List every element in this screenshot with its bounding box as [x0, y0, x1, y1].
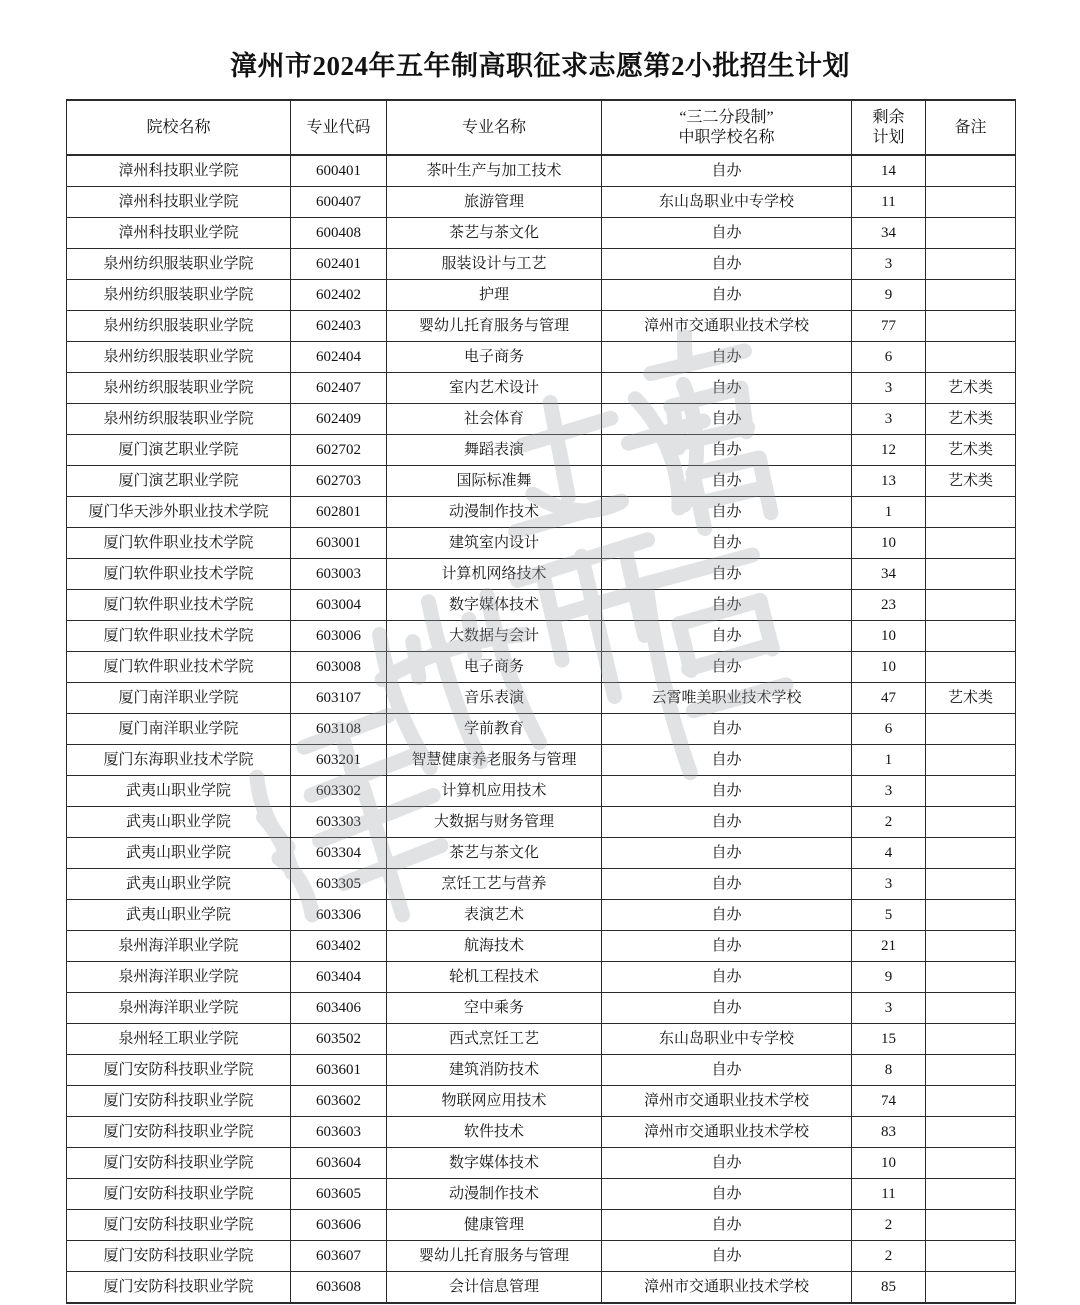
major-name-cell: 计算机网络技术 — [387, 559, 602, 590]
remaining-quota-cell: 2 — [852, 1241, 926, 1272]
partner-school-cell: 东山岛职业中专学校 — [602, 1024, 852, 1055]
partner-school-cell: 自办 — [602, 838, 852, 869]
table-row — [67, 1024, 1016, 1055]
major-code-cell: 603201 — [291, 745, 387, 776]
partner-school-cell: 自办 — [602, 1055, 852, 1086]
major-code-cell: 603008 — [291, 652, 387, 683]
table-row — [67, 466, 1016, 497]
column-header-partner-line1: “三二分段制” — [679, 108, 774, 126]
partner-school-cell: 自办 — [602, 1241, 852, 1272]
note-cell: 艺术类 — [926, 683, 1016, 714]
note-cell — [926, 342, 1016, 373]
note-cell: 艺术类 — [926, 435, 1016, 466]
partner-school-cell: 自办 — [602, 1210, 852, 1241]
school-name-cell: 泉州纺织服装职业学院 — [67, 373, 291, 404]
school-name-cell: 泉州海洋职业学院 — [67, 931, 291, 962]
school-name-cell: 泉州纺织服装职业学院 — [67, 280, 291, 311]
major-code-cell: 602402 — [291, 280, 387, 311]
note-cell — [926, 931, 1016, 962]
remaining-quota-cell: 8 — [852, 1055, 926, 1086]
note-cell — [926, 559, 1016, 590]
table-row — [67, 869, 1016, 900]
major-code-cell: 603604 — [291, 1148, 387, 1179]
note-cell — [926, 869, 1016, 900]
major-name-cell: 大数据与财务管理 — [387, 807, 602, 838]
school-name-cell: 武夷山职业学院 — [67, 776, 291, 807]
table-header — [67, 100, 1016, 155]
major-name-cell: 茶艺与茶文化 — [387, 838, 602, 869]
major-name-cell: 大数据与会计 — [387, 621, 602, 652]
note-cell — [926, 1117, 1016, 1148]
major-code-cell: 603605 — [291, 1179, 387, 1210]
partner-school-cell: 自办 — [602, 435, 852, 466]
partner-school-cell: 自办 — [602, 776, 852, 807]
major-name-cell: 数字媒体技术 — [387, 1148, 602, 1179]
note-cell — [926, 1148, 1016, 1179]
table-row — [67, 993, 1016, 1024]
major-code-cell: 603602 — [291, 1086, 387, 1117]
school-name-cell: 泉州海洋职业学院 — [67, 993, 291, 1024]
school-name-cell: 漳州科技职业学院 — [67, 155, 291, 187]
major-name-cell: 动漫制作技术 — [387, 497, 602, 528]
table-row — [67, 559, 1016, 590]
table-row — [67, 1210, 1016, 1241]
major-code-cell: 603108 — [291, 714, 387, 745]
note-cell — [926, 311, 1016, 342]
major-code-cell: 603601 — [291, 1055, 387, 1086]
table-row — [67, 187, 1016, 218]
school-name-cell: 厦门演艺职业学院 — [67, 466, 291, 497]
remaining-quota-cell: 14 — [852, 155, 926, 187]
partner-school-cell: 自办 — [602, 869, 852, 900]
school-name-cell: 泉州纺织服装职业学院 — [67, 404, 291, 435]
school-name-cell: 厦门华天涉外职业技术学院 — [67, 497, 291, 528]
table-row — [67, 155, 1016, 187]
table-row — [67, 1148, 1016, 1179]
table-row — [67, 683, 1016, 714]
major-code-cell: 603607 — [291, 1241, 387, 1272]
table-row — [67, 962, 1016, 993]
partner-school-cell: 自办 — [602, 900, 852, 931]
note-cell — [926, 528, 1016, 559]
remaining-quota-cell: 6 — [852, 714, 926, 745]
column-header-major-code: 专业代码 — [291, 100, 387, 155]
school-name-cell: 武夷山职业学院 — [67, 807, 291, 838]
partner-school-cell: 自办 — [602, 155, 852, 187]
partner-school-cell: 自办 — [602, 621, 852, 652]
table-row — [67, 590, 1016, 621]
major-code-cell: 603606 — [291, 1210, 387, 1241]
remaining-quota-cell: 10 — [852, 621, 926, 652]
table-row — [67, 776, 1016, 807]
major-code-cell: 602407 — [291, 373, 387, 404]
major-code-cell: 603107 — [291, 683, 387, 714]
note-cell — [926, 590, 1016, 621]
note-cell — [926, 1241, 1016, 1272]
remaining-quota-cell: 3 — [852, 249, 926, 280]
partner-school-cell: 自办 — [602, 249, 852, 280]
table-row — [67, 1055, 1016, 1086]
remaining-quota-cell: 34 — [852, 218, 926, 249]
note-cell — [926, 187, 1016, 218]
note-cell — [926, 218, 1016, 249]
school-name-cell: 厦门南洋职业学院 — [67, 714, 291, 745]
table-row — [67, 218, 1016, 249]
note-cell — [926, 249, 1016, 280]
note-cell — [926, 1086, 1016, 1117]
major-code-cell: 603608 — [291, 1272, 387, 1304]
major-code-cell: 602403 — [291, 311, 387, 342]
note-cell — [926, 1210, 1016, 1241]
remaining-quota-cell: 74 — [852, 1086, 926, 1117]
school-name-cell: 武夷山职业学院 — [67, 869, 291, 900]
partner-school-cell: 自办 — [602, 745, 852, 776]
remaining-quota-cell: 3 — [852, 776, 926, 807]
partner-school-cell: 自办 — [602, 993, 852, 1024]
major-name-cell: 航海技术 — [387, 931, 602, 962]
table-row — [67, 528, 1016, 559]
school-name-cell: 厦门东海职业技术学院 — [67, 745, 291, 776]
table-row — [67, 249, 1016, 280]
partner-school-cell: 自办 — [602, 559, 852, 590]
partner-school-cell: 自办 — [602, 280, 852, 311]
table-row — [67, 745, 1016, 776]
major-name-cell: 社会体育 — [387, 404, 602, 435]
school-name-cell: 武夷山职业学院 — [67, 900, 291, 931]
remaining-quota-cell: 10 — [852, 652, 926, 683]
note-cell: 艺术类 — [926, 466, 1016, 497]
school-name-cell: 泉州纺织服装职业学院 — [67, 311, 291, 342]
partner-school-cell: 自办 — [602, 342, 852, 373]
school-name-cell: 厦门安防科技职业学院 — [67, 1272, 291, 1304]
note-cell: 艺术类 — [926, 373, 1016, 404]
remaining-quota-cell: 15 — [852, 1024, 926, 1055]
school-name-cell: 厦门软件职业技术学院 — [67, 528, 291, 559]
school-name-cell: 泉州纺织服装职业学院 — [67, 342, 291, 373]
major-name-cell: 建筑室内设计 — [387, 528, 602, 559]
remaining-quota-cell: 5 — [852, 900, 926, 931]
partner-school-cell: 自办 — [602, 962, 852, 993]
partner-school-cell: 自办 — [602, 590, 852, 621]
major-code-cell: 600408 — [291, 218, 387, 249]
partner-school-cell: 自办 — [602, 1148, 852, 1179]
remaining-quota-cell: 23 — [852, 590, 926, 621]
note-cell — [926, 1055, 1016, 1086]
major-code-cell: 603001 — [291, 528, 387, 559]
note-cell — [926, 993, 1016, 1024]
remaining-quota-cell: 4 — [852, 838, 926, 869]
partner-school-cell: 漳州市交通职业技术学校 — [602, 1272, 852, 1304]
note-cell — [926, 280, 1016, 311]
major-code-cell: 603303 — [291, 807, 387, 838]
remaining-quota-cell: 85 — [852, 1272, 926, 1304]
partner-school-cell: 自办 — [602, 466, 852, 497]
partner-school-cell: 自办 — [602, 404, 852, 435]
school-name-cell: 厦门安防科技职业学院 — [67, 1055, 291, 1086]
major-code-cell: 602702 — [291, 435, 387, 466]
partner-school-cell: 东山岛职业中专学校 — [602, 187, 852, 218]
school-name-cell: 厦门演艺职业学院 — [67, 435, 291, 466]
major-name-cell: 软件技术 — [387, 1117, 602, 1148]
remaining-quota-cell: 12 — [852, 435, 926, 466]
major-name-cell: 音乐表演 — [387, 683, 602, 714]
major-code-cell: 603404 — [291, 962, 387, 993]
note-cell — [926, 1024, 1016, 1055]
table-row — [67, 404, 1016, 435]
column-header-note: 备注 — [926, 100, 1016, 155]
table-row — [67, 280, 1016, 311]
partner-school-cell: 自办 — [602, 528, 852, 559]
remaining-quota-cell: 47 — [852, 683, 926, 714]
column-header-remaining-quota — [852, 100, 926, 155]
major-code-cell: 602703 — [291, 466, 387, 497]
remaining-quota-cell: 1 — [852, 745, 926, 776]
table-row — [67, 373, 1016, 404]
major-name-cell: 茶艺与茶文化 — [387, 218, 602, 249]
major-name-cell: 舞蹈表演 — [387, 435, 602, 466]
page-title: 漳州市2024年五年制高职征求志愿第2小批招生计划 — [230, 51, 850, 81]
partner-school-cell: 云霄唯美职业技术学校 — [602, 683, 852, 714]
note-cell — [926, 155, 1016, 187]
note-cell — [926, 745, 1016, 776]
major-code-cell: 603603 — [291, 1117, 387, 1148]
remaining-quota-cell: 11 — [852, 1179, 926, 1210]
table-row — [67, 621, 1016, 652]
major-code-cell: 600407 — [291, 187, 387, 218]
table-row — [67, 1241, 1016, 1272]
remaining-quota-cell: 1 — [852, 497, 926, 528]
major-name-cell: 空中乘务 — [387, 993, 602, 1024]
major-name-cell: 婴幼儿托育服务与管理 — [387, 311, 602, 342]
column-header-remaining-line1: 剩余 — [872, 108, 905, 126]
table-row — [67, 807, 1016, 838]
major-name-cell: 茶叶生产与加工技术 — [387, 155, 602, 187]
major-name-cell: 电子商务 — [387, 652, 602, 683]
note-cell — [926, 776, 1016, 807]
table-header-row — [67, 100, 1016, 155]
partner-school-cell: 漳州市交通职业技术学校 — [602, 1117, 852, 1148]
major-name-cell: 健康管理 — [387, 1210, 602, 1241]
major-name-cell: 学前教育 — [387, 714, 602, 745]
remaining-quota-cell: 3 — [852, 869, 926, 900]
partner-school-cell: 漳州市交通职业技术学校 — [602, 311, 852, 342]
column-header-partner-school — [602, 100, 852, 155]
major-name-cell: 烹饪工艺与营养 — [387, 869, 602, 900]
partner-school-cell: 自办 — [602, 373, 852, 404]
note-cell — [926, 807, 1016, 838]
major-name-cell: 轮机工程技术 — [387, 962, 602, 993]
major-code-cell: 603406 — [291, 993, 387, 1024]
note-cell — [926, 652, 1016, 683]
partner-school-cell: 自办 — [602, 931, 852, 962]
major-name-cell: 智慧健康养老服务与管理 — [387, 745, 602, 776]
partner-school-cell: 自办 — [602, 807, 852, 838]
major-code-cell: 603305 — [291, 869, 387, 900]
table-row — [67, 311, 1016, 342]
remaining-quota-cell: 2 — [852, 1210, 926, 1241]
note-cell — [926, 621, 1016, 652]
table-row — [67, 1179, 1016, 1210]
school-name-cell: 厦门软件职业技术学院 — [67, 590, 291, 621]
school-name-cell: 厦门安防科技职业学院 — [67, 1179, 291, 1210]
school-name-cell: 泉州轻工职业学院 — [67, 1024, 291, 1055]
partner-school-cell: 自办 — [602, 652, 852, 683]
major-name-cell: 室内艺术设计 — [387, 373, 602, 404]
major-code-cell: 602401 — [291, 249, 387, 280]
major-code-cell: 603003 — [291, 559, 387, 590]
table-row — [67, 1272, 1016, 1304]
major-code-cell: 600401 — [291, 155, 387, 187]
remaining-quota-cell: 77 — [852, 311, 926, 342]
major-code-cell: 603306 — [291, 900, 387, 931]
table-row — [67, 435, 1016, 466]
major-name-cell: 建筑消防技术 — [387, 1055, 602, 1086]
major-code-cell: 603402 — [291, 931, 387, 962]
school-name-cell: 泉州纺织服装职业学院 — [67, 249, 291, 280]
major-code-cell: 603502 — [291, 1024, 387, 1055]
table-row — [67, 497, 1016, 528]
remaining-quota-cell: 2 — [852, 807, 926, 838]
table-body — [67, 155, 1016, 1303]
partner-school-cell: 自办 — [602, 497, 852, 528]
column-header-major-name: 专业名称 — [387, 100, 602, 155]
partner-school-cell: 自办 — [602, 218, 852, 249]
admission-plan-table-container — [66, 99, 1015, 1304]
major-code-cell: 603004 — [291, 590, 387, 621]
school-name-cell: 厦门软件职业技术学院 — [67, 559, 291, 590]
remaining-quota-cell: 3 — [852, 373, 926, 404]
table-row — [67, 1086, 1016, 1117]
remaining-quota-cell: 9 — [852, 280, 926, 311]
note-cell: 艺术类 — [926, 404, 1016, 435]
school-name-cell: 厦门安防科技职业学院 — [67, 1086, 291, 1117]
major-name-cell: 表演艺术 — [387, 900, 602, 931]
school-name-cell: 漳州科技职业学院 — [67, 218, 291, 249]
remaining-quota-cell: 21 — [852, 931, 926, 962]
partner-school-cell: 自办 — [602, 714, 852, 745]
major-code-cell: 603304 — [291, 838, 387, 869]
major-name-cell: 婴幼儿托育服务与管理 — [387, 1241, 602, 1272]
major-code-cell: 603006 — [291, 621, 387, 652]
note-cell — [926, 962, 1016, 993]
major-name-cell: 数字媒体技术 — [387, 590, 602, 621]
note-cell — [926, 900, 1016, 931]
school-name-cell: 厦门安防科技职业学院 — [67, 1117, 291, 1148]
table-row — [67, 900, 1016, 931]
column-header-remaining-line2: 计划 — [872, 128, 905, 146]
remaining-quota-cell: 83 — [852, 1117, 926, 1148]
remaining-quota-cell: 3 — [852, 404, 926, 435]
column-header-school: 院校名称 — [67, 100, 291, 155]
school-name-cell: 厦门安防科技职业学院 — [67, 1148, 291, 1179]
major-name-cell: 国际标准舞 — [387, 466, 602, 497]
table-row — [67, 931, 1016, 962]
major-name-cell: 物联网应用技术 — [387, 1086, 602, 1117]
partner-school-cell: 漳州市交通职业技术学校 — [602, 1086, 852, 1117]
note-cell — [926, 497, 1016, 528]
note-cell — [926, 714, 1016, 745]
remaining-quota-cell: 6 — [852, 342, 926, 373]
table-row — [67, 1117, 1016, 1148]
school-name-cell: 厦门南洋职业学院 — [67, 683, 291, 714]
remaining-quota-cell: 11 — [852, 187, 926, 218]
note-cell — [926, 1179, 1016, 1210]
remaining-quota-cell: 3 — [852, 993, 926, 1024]
major-name-cell: 电子商务 — [387, 342, 602, 373]
admission-plan-table — [66, 99, 1016, 1304]
table-row — [67, 342, 1016, 373]
school-name-cell: 泉州海洋职业学院 — [67, 962, 291, 993]
major-code-cell: 602404 — [291, 342, 387, 373]
school-name-cell: 厦门软件职业技术学院 — [67, 621, 291, 652]
school-name-cell: 厦门软件职业技术学院 — [67, 652, 291, 683]
partner-school-cell: 自办 — [602, 1179, 852, 1210]
remaining-quota-cell: 34 — [852, 559, 926, 590]
school-name-cell: 厦门安防科技职业学院 — [67, 1210, 291, 1241]
major-code-cell: 602409 — [291, 404, 387, 435]
major-name-cell: 旅游管理 — [387, 187, 602, 218]
major-name-cell: 服装设计与工艺 — [387, 249, 602, 280]
remaining-quota-cell: 10 — [852, 528, 926, 559]
major-name-cell: 西式烹饪工艺 — [387, 1024, 602, 1055]
table-row — [67, 652, 1016, 683]
table-row — [67, 714, 1016, 745]
remaining-quota-cell: 13 — [852, 466, 926, 497]
remaining-quota-cell: 10 — [852, 1148, 926, 1179]
school-name-cell: 厦门安防科技职业学院 — [67, 1241, 291, 1272]
table-row — [67, 838, 1016, 869]
school-name-cell: 漳州科技职业学院 — [67, 187, 291, 218]
major-code-cell: 602801 — [291, 497, 387, 528]
major-name-cell: 会计信息管理 — [387, 1272, 602, 1304]
major-code-cell: 603302 — [291, 776, 387, 807]
major-name-cell: 动漫制作技术 — [387, 1179, 602, 1210]
major-name-cell: 护理 — [387, 280, 602, 311]
note-cell — [926, 838, 1016, 869]
column-header-partner-line2: 中职学校名称 — [678, 128, 775, 146]
major-name-cell: 计算机应用技术 — [387, 776, 602, 807]
school-name-cell: 武夷山职业学院 — [67, 838, 291, 869]
remaining-quota-cell: 9 — [852, 962, 926, 993]
note-cell — [926, 1272, 1016, 1304]
